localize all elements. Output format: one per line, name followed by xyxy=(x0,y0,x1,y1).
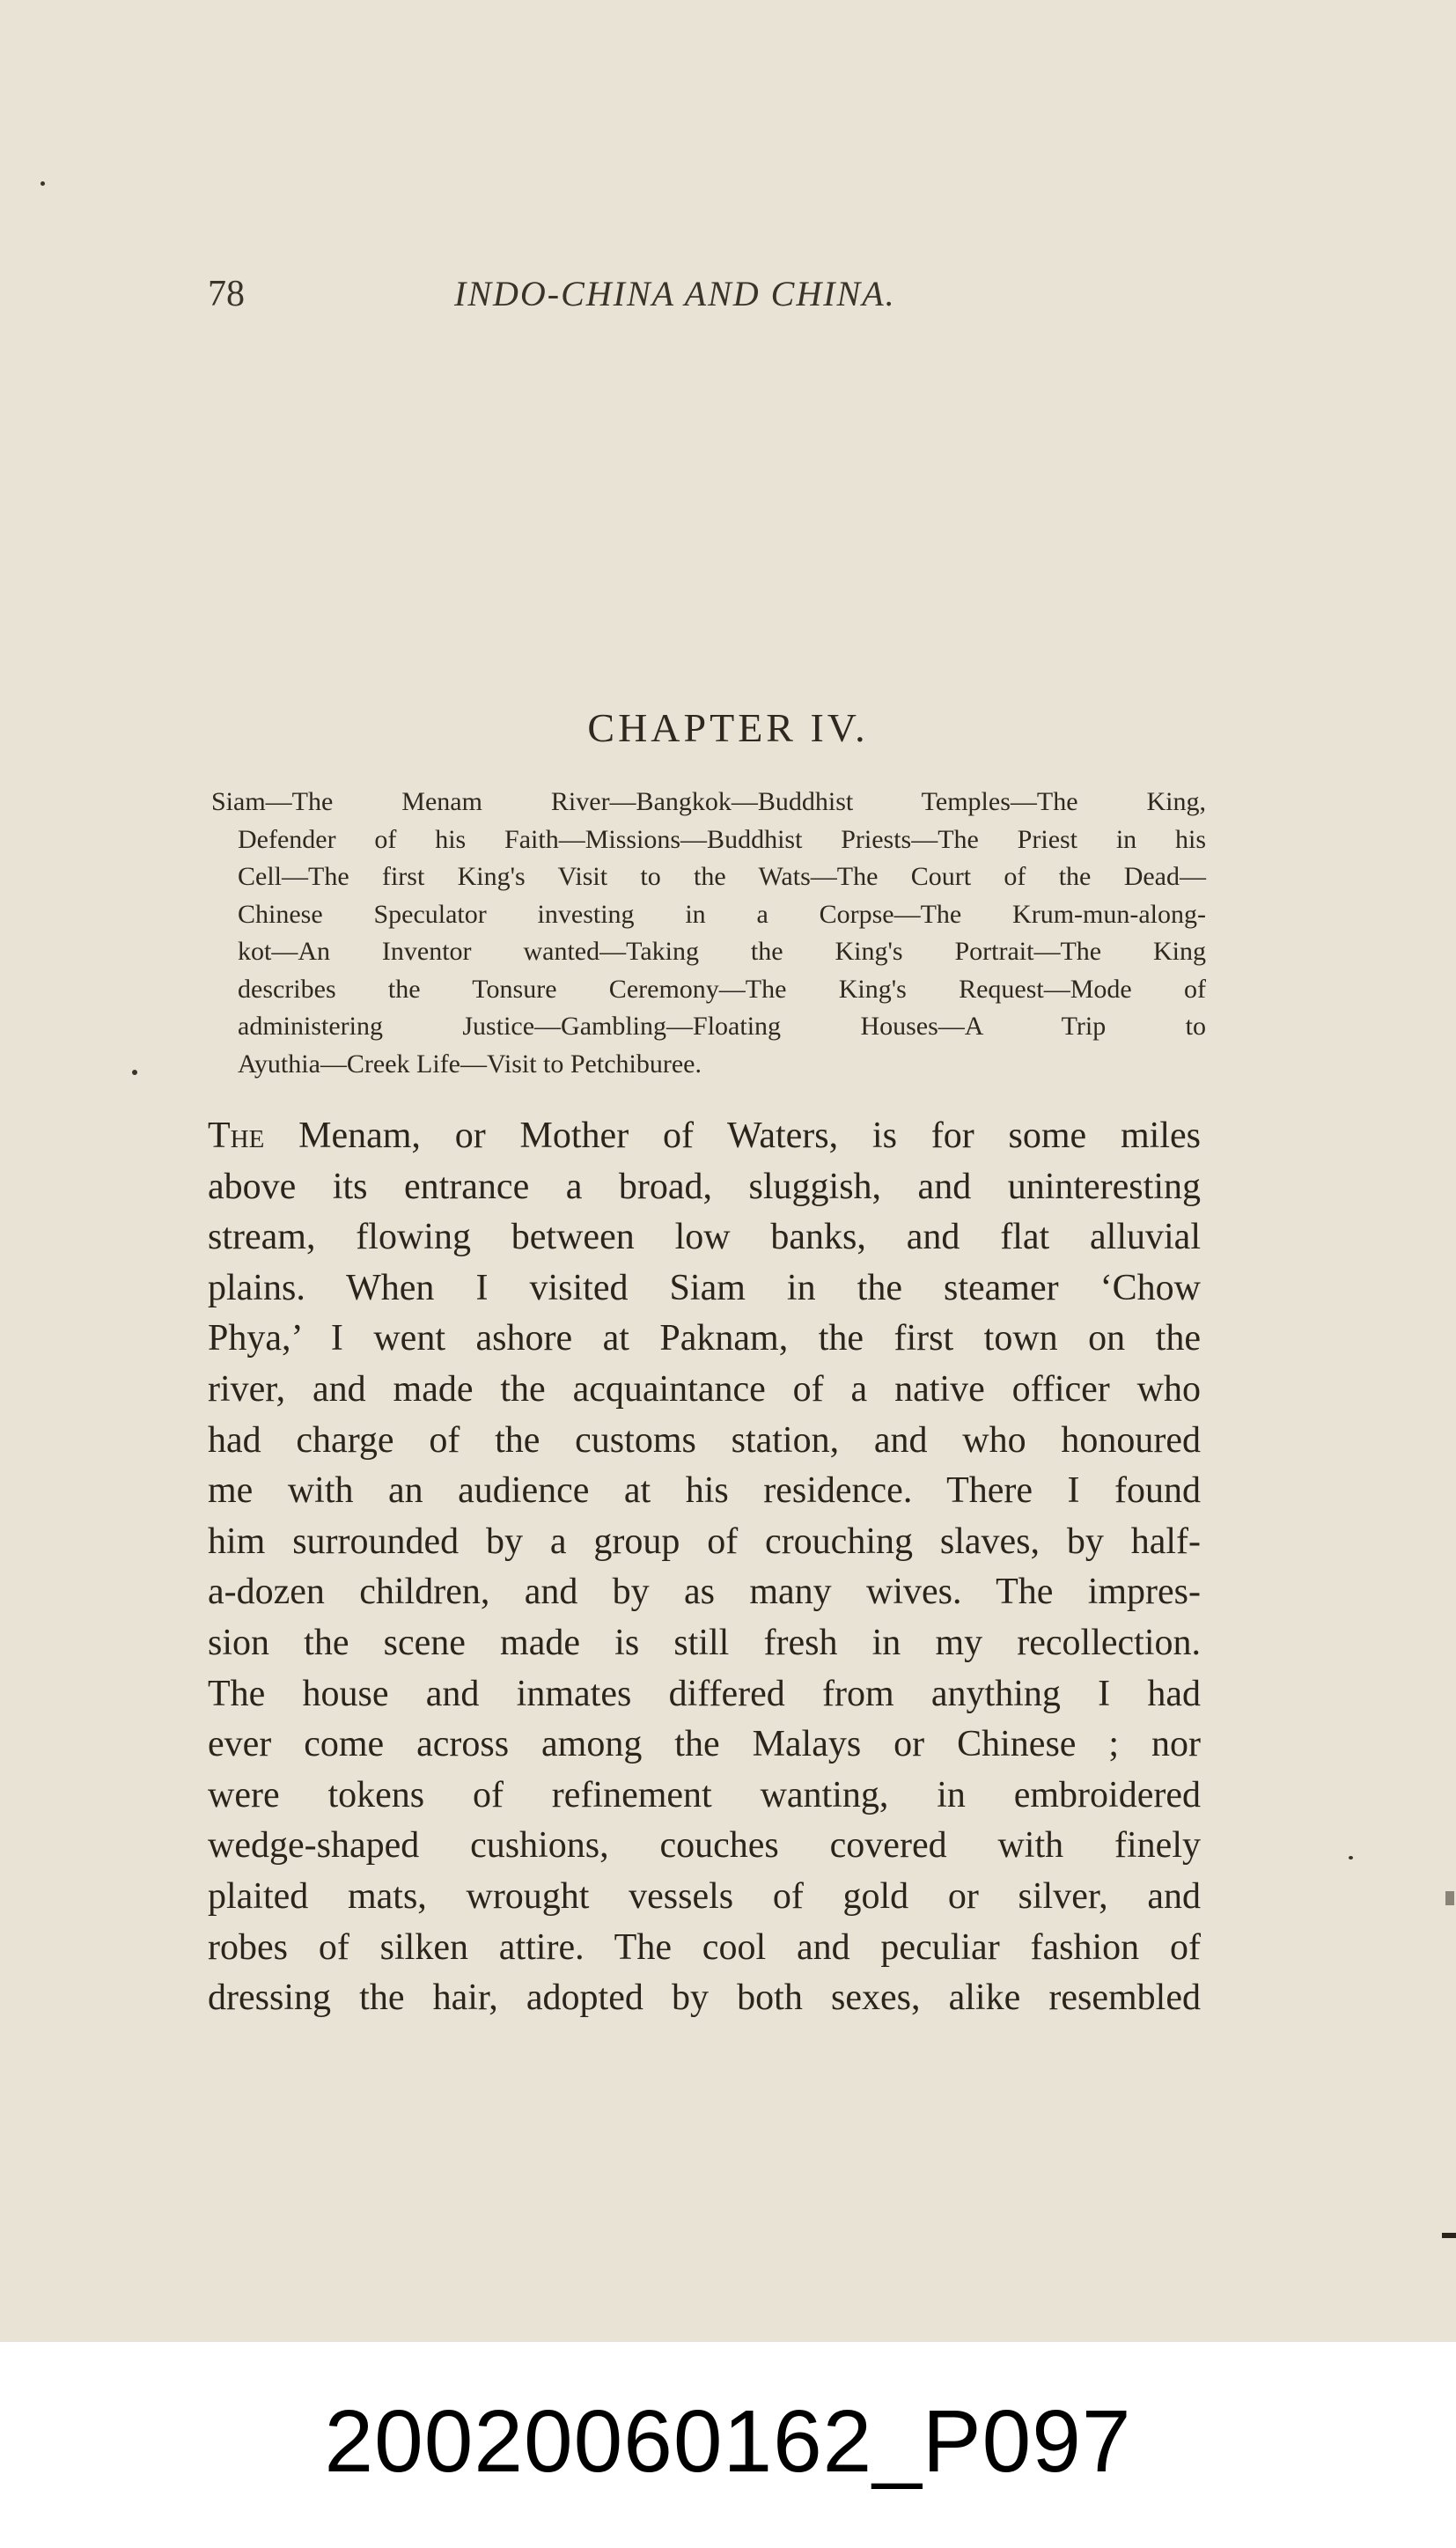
body-line: stream, flowing between low banks, and flat alluvial xyxy=(208,1217,1201,1258)
first-line-rest: Menam, or Mother of Waters, is for some miles xyxy=(264,1116,1201,1156)
body-line: sion the scene made is still fresh in my recollection. xyxy=(208,1622,1201,1663)
body-line: Phya,’ I went ashore at Paknam, the first town on the xyxy=(208,1318,1201,1359)
body-line: above its entrance a broad, sluggish, and uninteresting xyxy=(208,1166,1201,1207)
body-line: plaited mats, wrought vessels of gold or silver, and xyxy=(208,1875,1201,1917)
summary-line: Defender of his Faith—Missions—Buddhist Priests—The Priest in his xyxy=(238,824,1206,854)
body-line: plains. When I visited Siam in the steamer ‘Chow xyxy=(208,1267,1201,1308)
chapter-title: CHAPTER IV. xyxy=(587,705,869,750)
summary-line: kot—An Inventor wanted—Taking the King's Portrait—The King xyxy=(238,937,1206,966)
page-edge-mark xyxy=(1445,1891,1454,1905)
summary-line: administering Justice—Gambling—Floating Houses—A Trip to xyxy=(238,1012,1206,1041)
summary-line: describes the Tonsure Ceremony—The King's Request—Mode of xyxy=(238,974,1206,1004)
body-line: a-dozen children, and by as many wives. The impres- xyxy=(208,1572,1201,1613)
page-number: 78 xyxy=(208,274,245,314)
paper-speck xyxy=(40,181,45,186)
body-line: him surrounded by a group of crouching slaves, by half- xyxy=(208,1521,1201,1562)
paper-speck xyxy=(132,1070,137,1075)
summary-line: Chinese Speculator investing in a Corpse—The Krum-mun-along- xyxy=(238,899,1206,929)
body-line: dressing the hair, adopted by both sexes, alike resembled xyxy=(208,1977,1201,2019)
summary-line: Siam—The Menam River—Bangkok—Buddhist Temples—The King, xyxy=(211,787,1206,816)
body-line: were tokens of refinement wanting, in embroidered xyxy=(208,1774,1201,1815)
body-line: me with an audience at his residence. There I found xyxy=(208,1470,1201,1512)
chapter-summary xyxy=(211,784,1206,1083)
body-line: ever come across among the Malays or Chinese ; nor xyxy=(208,1724,1201,1765)
summary-line: Cell—The first King's Visit to the Wats—The Court of the Dead— xyxy=(238,862,1206,891)
paper-speck xyxy=(1349,1856,1353,1859)
image-caption: 20020060162_P097 xyxy=(324,2392,1132,2491)
page-edge-mark xyxy=(1442,2233,1456,2238)
body-line: wedge-shaped cushions, couches covered with finely xyxy=(208,1825,1201,1867)
body-line: robes of silken attire. The cool and peculiar fashion of xyxy=(208,1926,1201,1968)
body-line: had charge of the customs station, and who honoured xyxy=(208,1419,1201,1461)
opening-word: The xyxy=(208,1116,265,1156)
summary-line: Ayuthia—Creek Life—Visit to Petchiburee. xyxy=(238,1049,702,1079)
body-line-first xyxy=(208,1111,1201,1162)
body-line: The house and inmates differed from anything I had xyxy=(208,1673,1201,1714)
running-title: INDO-CHINA AND CHINA. xyxy=(454,274,896,313)
body-line: river, and made the acquaintance of a native officer who xyxy=(208,1368,1201,1410)
body-text xyxy=(208,1111,1201,2024)
